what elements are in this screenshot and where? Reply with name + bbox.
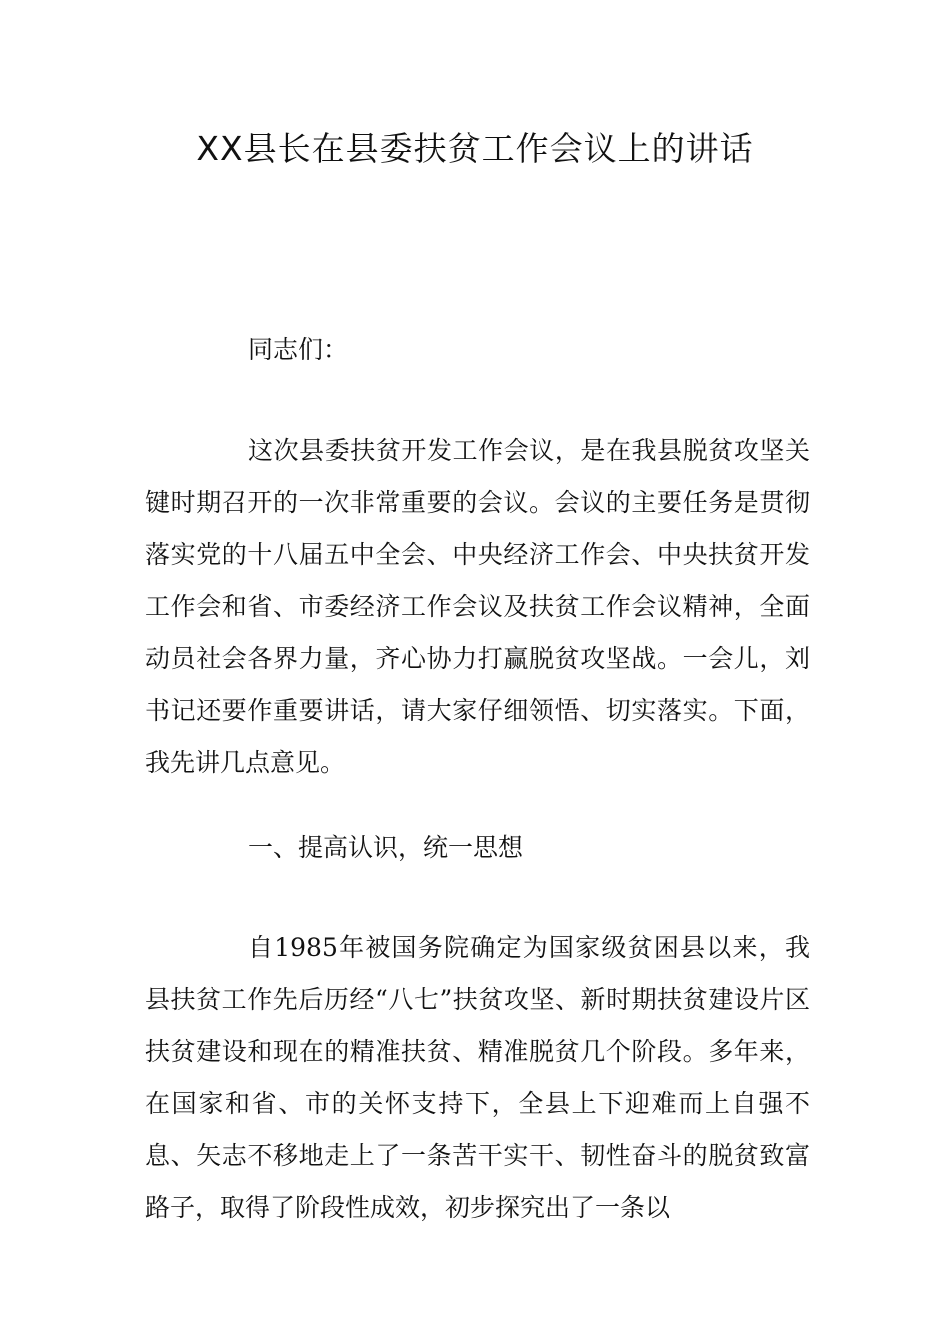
greeting: 同志们： bbox=[248, 335, 349, 364]
paragraph-opening: 这次县委扶贫开发工作会议，是在我县脱贫攻坚关键时期召开的一次非常重要的会议。会议的主要任务是贯彻落实党的十八届五中全会、中央经济工作会、中央扶贫开发工作会和省、市委经济工作会议及扶贫工作会议精神，全面动员社会各界力量，齐心协力打赢脱贫攻坚战。一会儿，刘书记还要作重要讲话，请大家仔细领悟、切实落实。下面，我先讲几点意见。 bbox=[145, 436, 810, 777]
paragraph-history: 自1985年被国务院确定为国家级贫困县以来，我县扶贫工作先后历经“八七”扶贫攻坚、新时期扶贫建设片区扶贫建设和现在的精准扶贫、精准脱贫几个阶段。多年来，在国家和省、市的关怀支持下，全县上下迎难而上自强不息、矢志不移地走上了一条苦干实干、韧性奋斗的脱贫致富路子，取得了阶段性成效，初步探究出了一条以 bbox=[145, 933, 810, 1222]
document-title: XX县长在县委扶贫工作会议上的讲话 bbox=[196, 129, 754, 168]
section-heading-1: 一、提高认识，统一思想 bbox=[248, 833, 524, 862]
